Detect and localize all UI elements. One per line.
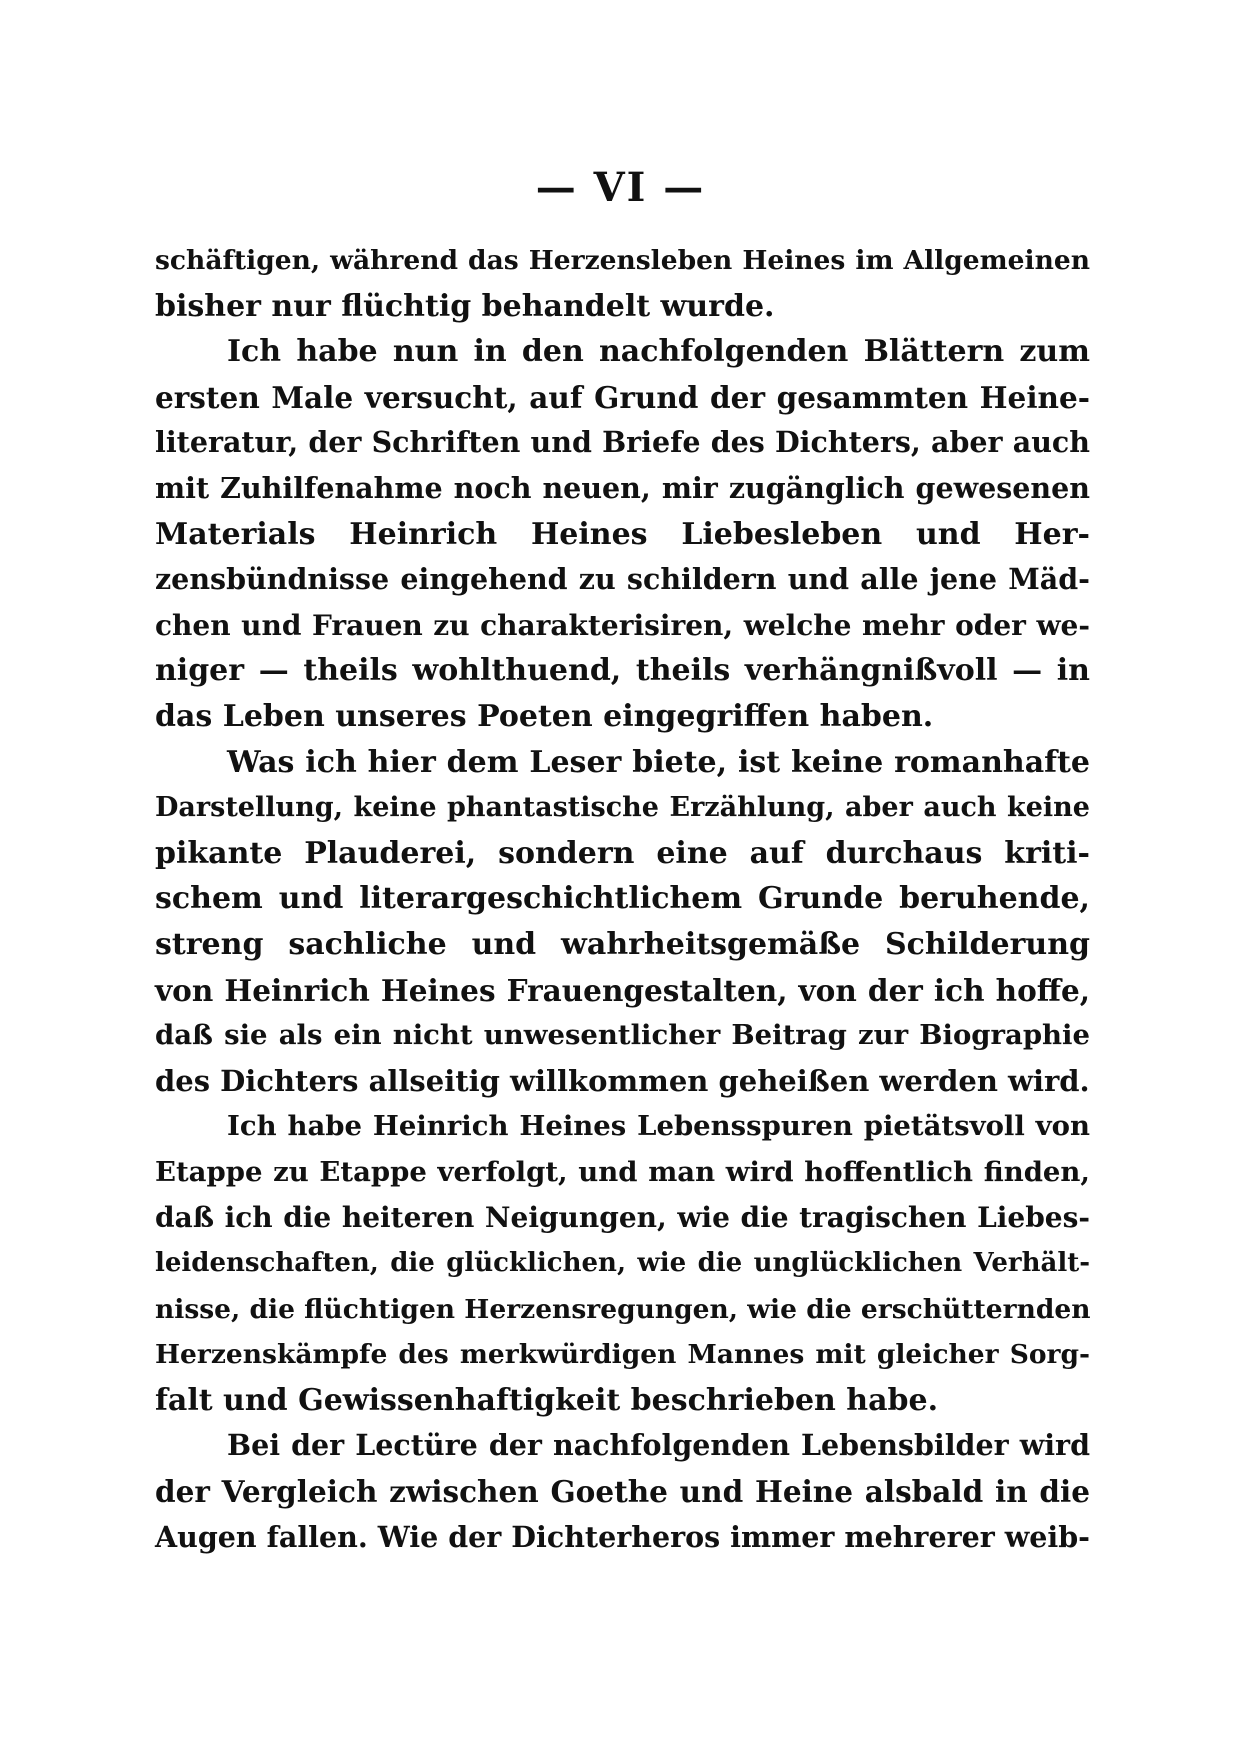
text-line: falt und Gewissenhaftigkeit beschrieben habe. [155, 1382, 939, 1418]
text-line: chen und Frauen zu charakterisiren, welche mehr oder we- [155, 608, 1090, 642]
text-line: Ich habe nun in den nachfolgenden Blättern zum [227, 334, 1090, 370]
text-line: das Leben unseres Poeten eingegriffen haben. [155, 698, 934, 734]
text-line: leidenschaften, die glücklichen, wie die unglücklichen Verhält- [155, 1248, 1090, 1279]
text-line: Materials Heinrich Heines Liebesleben und Her- [155, 516, 1090, 552]
text-line: Ich habe Heinrich Heines Lebensspuren pietätsvoll von [227, 1110, 1090, 1143]
text-line: pikante Plauderei, sondern eine auf durchaus kriti- [155, 835, 1090, 871]
text-line: der Vergleich zwischen Goethe und Heine alsbald in die [155, 1474, 1090, 1510]
text-line: nisse, die flüchtigen Herzensregungen, wie die erschütternden [155, 1293, 1091, 1325]
text-line: Augen fallen. Wie der Dichterheros immer mehrerer weib- [155, 1519, 1090, 1554]
text-line: zensbündnisse eingehend zu schildern und alle jene Mäd- [155, 562, 1090, 597]
text-line: ersten Male versucht, auf Grund der gesammten Heine- [155, 379, 1090, 415]
text-line: literatur, der Schriften und Briefe des Dichters, aber auch [155, 425, 1090, 460]
text-line: Darstellung, keine phantastische Erzählung, aber auch keine [155, 792, 1090, 824]
text-line: von Heinrich Heines Frauengestalten, von der ich hoffe, [155, 972, 1090, 1008]
text-line: Bei der Lectüre der nachfolgenden Lebensbilder wird [227, 1428, 1090, 1463]
body-text [155, 238, 1090, 1560]
text-line: streng sachliche und wahrheitsgemäße Schilderung [155, 926, 1090, 962]
text-line: bisher nur flüchtig behandelt wurde. [155, 288, 775, 324]
text-line: niger — theils wohlthuend, theils verhängnißvoll — in [155, 653, 1090, 689]
text-line: des Dichters allseitig willkommen geheißen werden wird. [155, 1063, 1090, 1098]
text-line: Etappe zu Etappe verfolgt, und man wird hoffentlich finden, [155, 1155, 1090, 1188]
text-line: schäftigen, während das Herzensleben Heines im Allgemeinen [155, 245, 1090, 276]
page-number: — VI — [535, 164, 706, 211]
text-line: mit Zuhilfenahme noch neuen, mir zugänglich gewesenen [155, 470, 1090, 505]
text-line: schem und literargeschichtlichem Grunde beruhende, [155, 881, 1090, 917]
text-line: Was ich hier dem Leser biete, ist keine romanhafte [227, 744, 1090, 780]
text-line: daß ich die heiteren Neigungen, wie die tragischen Liebes- [155, 1201, 1090, 1235]
text-line: Herzenskämpfe des merkwürdigen Mannes mit gleicher Sorg- [155, 1339, 1090, 1371]
text-line: daß sie als ein nicht unwesentlicher Beitrag zur Biographie [155, 1019, 1090, 1052]
